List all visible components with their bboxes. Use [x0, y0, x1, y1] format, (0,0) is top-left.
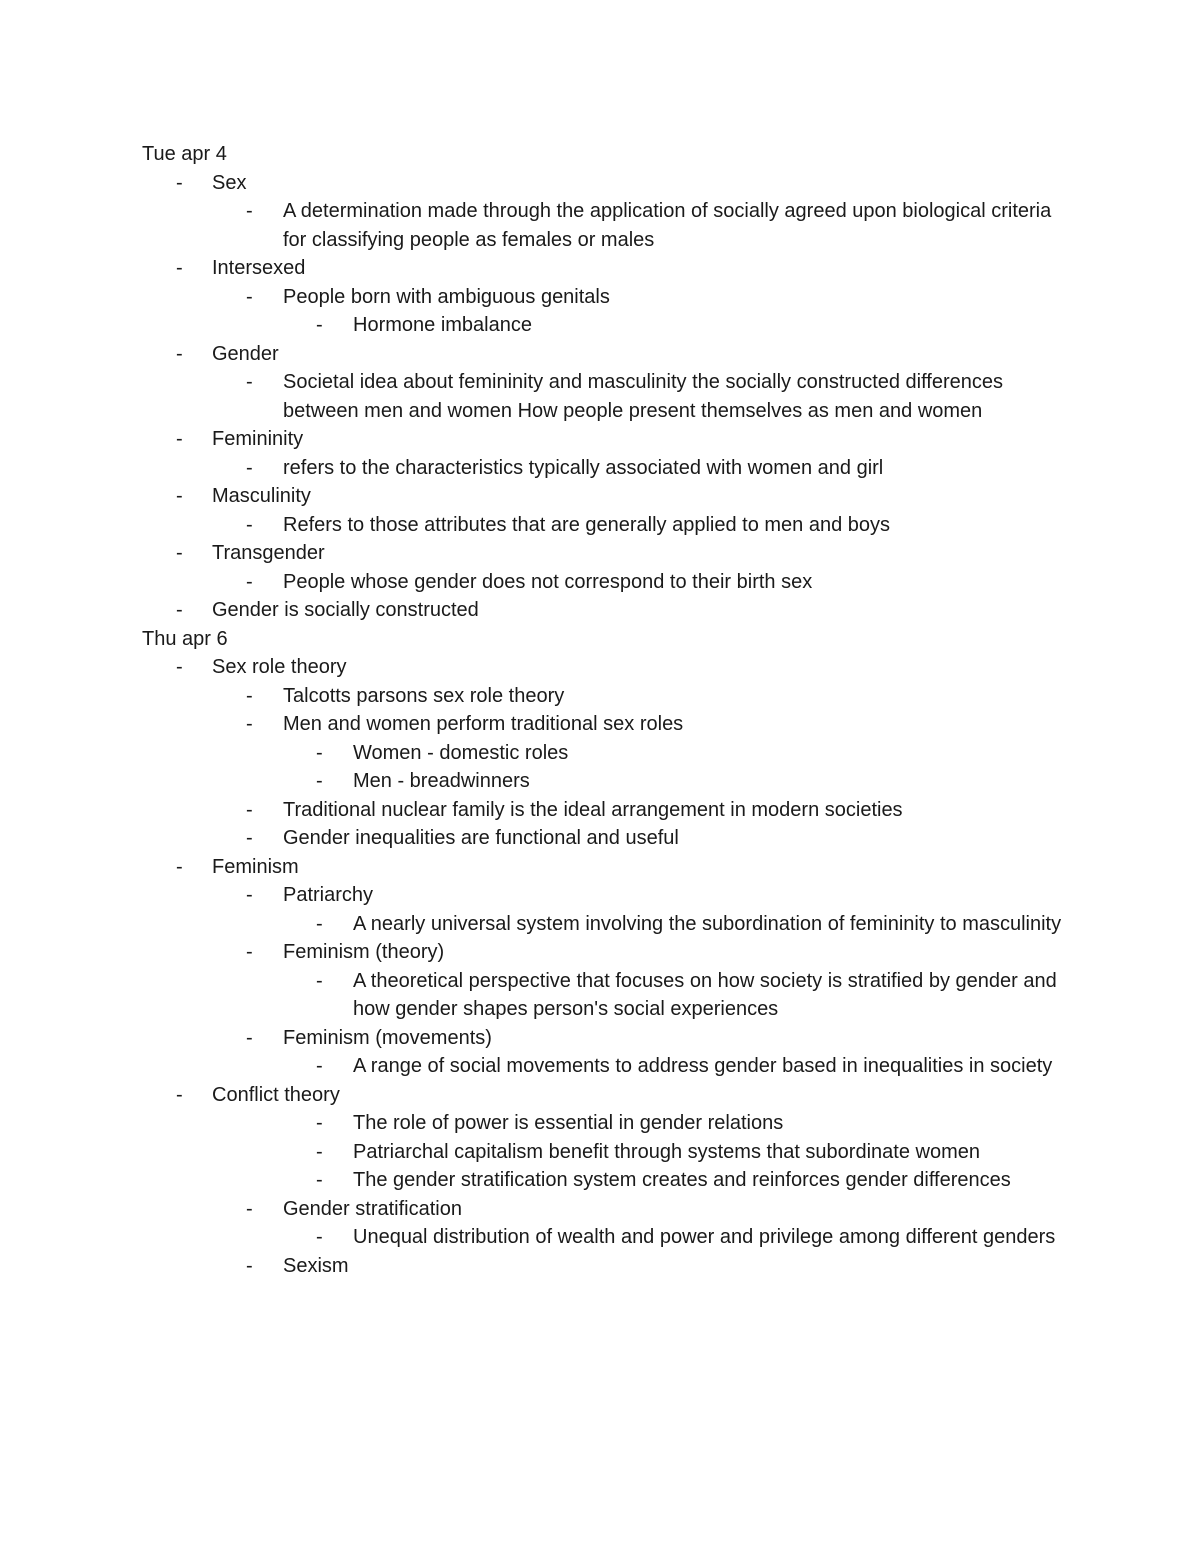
bullet-dash-icon: - [176, 342, 183, 365]
outline-item-level-3 [142, 1166, 1072, 1195]
bullet-dash-icon: - [246, 798, 253, 821]
outline-item-level-1 [142, 853, 1072, 882]
outline-item-text: Talcotts parsons sex role theory [283, 684, 565, 707]
outline-item-level-2 [142, 454, 1072, 483]
outline-item-text: refers to the characteristics typically associated with women and girl [283, 456, 884, 479]
bullet-dash-icon: - [246, 285, 253, 308]
outline-item-level-2 [142, 197, 1072, 254]
bullet-dash-icon: - [176, 542, 183, 564]
bullet-dash-icon: - [176, 257, 183, 279]
bullet-dash-icon: - [176, 855, 183, 878]
bullet-dash-icon: - [316, 1055, 323, 1077]
outline-item-text: Refers to those attributes that are generally applied to men and boys [283, 513, 891, 536]
outline-item-text: Sexism [283, 1254, 349, 1277]
outline-item-level-3 [142, 967, 1072, 1024]
outline-item-level-1 [142, 425, 1072, 454]
outline-item-text: Sex [212, 171, 247, 194]
bullet-dash-icon: - [246, 941, 253, 963]
bullet-dash-icon: - [316, 770, 323, 792]
bullet-dash-icon: - [316, 314, 323, 336]
outline-item-text: A range of social movements to address gender based in inequalities in society [353, 1055, 1053, 1077]
bullet-dash-icon: - [246, 884, 253, 906]
bullet-dash-icon: - [316, 1112, 323, 1134]
outline-item-text: Feminism (movements) [283, 1026, 492, 1049]
outline-item-text: Feminism (theory) [283, 941, 445, 963]
outline-item-level-1 [142, 653, 1072, 682]
outline-item-level-3 [142, 739, 1072, 768]
outline-item-level-1 [142, 169, 1072, 198]
outline-item-level-3 [142, 1138, 1072, 1167]
outline-item-text: Conflict theory [212, 1083, 340, 1106]
outline-item-level-3 [142, 311, 1072, 340]
outline-item-level-3 [142, 1052, 1072, 1081]
outline-item-level-2 [142, 1252, 1072, 1281]
outline-item-text: Femininity [212, 428, 304, 450]
outline-item-level-1 [142, 340, 1072, 369]
outline-item-text: Sex role theory [212, 656, 347, 678]
outline-item-text: A nearly universal system involving the subordination of femininity to masculinity [353, 912, 1062, 935]
outline-item-level-2 [142, 881, 1072, 910]
bullet-dash-icon: - [316, 1140, 323, 1163]
outline-item-level-1 [142, 482, 1072, 511]
outline-item-text: Unequal distribution of wealth and power and privilege among different genders [353, 1226, 1056, 1248]
outline-item-text: Traditional nuclear family is the ideal arrangement in modern societies [283, 798, 903, 821]
outline-item-level-2 [142, 568, 1072, 597]
outline-item-level-2 [142, 368, 1072, 425]
bullet-dash-icon: - [246, 513, 253, 536]
bullet-dash-icon: - [176, 485, 183, 507]
bullet-dash-icon: - [246, 1254, 253, 1277]
bullet-dash-icon: - [246, 684, 253, 707]
bullet-dash-icon: - [246, 1197, 253, 1220]
bullet-dash-icon: - [176, 1083, 183, 1106]
outline-item-level-2 [142, 710, 1072, 739]
outline-item-text: Societal idea about femininity and masculinity the socially constructed differences between men and women How people present themselves as men and women [283, 371, 1004, 422]
bullet-dash-icon: - [176, 599, 183, 621]
bullet-dash-icon: - [316, 969, 323, 992]
notes-body [142, 140, 1072, 1280]
outline-item-level-1 [142, 596, 1072, 625]
bullet-dash-icon: - [316, 1226, 323, 1248]
bullet-dash-icon: - [246, 200, 253, 222]
outline-item-text: People born with ambiguous genitals [283, 285, 610, 308]
outline-item-level-2 [142, 796, 1072, 825]
bullet-dash-icon: - [246, 456, 253, 479]
outline-item-text: Gender stratification [283, 1197, 462, 1220]
outline-item-level-1 [142, 254, 1072, 283]
outline-item-level-3 [142, 1223, 1072, 1252]
outline-item-level-2 [142, 511, 1072, 540]
bullet-dash-icon: - [176, 171, 183, 194]
date-heading: Thu apr 6 [142, 627, 228, 650]
outline-item-level-1 [142, 539, 1072, 568]
outline-item-text: A determination made through the application of socially agreed upon biological criteria for classifying people as females or males [283, 200, 1052, 251]
outline-item-text: Transgender [212, 542, 325, 564]
outline-item-level-2 [142, 824, 1072, 853]
bullet-dash-icon: - [316, 741, 323, 764]
outline-item-text: Men and women perform traditional sex roles [283, 713, 684, 735]
bullet-dash-icon: - [176, 656, 183, 678]
bullet-dash-icon: - [246, 371, 253, 393]
outline-item-text: Intersexed [212, 257, 306, 279]
outline-item-level-2 [142, 1195, 1072, 1224]
bullet-dash-icon: - [246, 713, 253, 735]
outline-item-level-3 [142, 767, 1072, 796]
outline-item-text: Patriarchal capitalism benefit through systems that subordinate women [353, 1140, 980, 1163]
outline-item-text: Patriarchy [283, 884, 374, 906]
outline-item-level-2 [142, 938, 1072, 967]
bullet-dash-icon: - [176, 428, 183, 450]
outline-item-level-3 [142, 910, 1072, 939]
outline-item-level-2 [142, 1024, 1072, 1053]
outline-item-text: Hormone imbalance [353, 314, 532, 336]
bullet-dash-icon: - [246, 570, 253, 593]
outline-item-text: Men - breadwinners [353, 770, 530, 792]
outline-item-text: Gender [212, 342, 279, 365]
outline-item-level-2 [142, 682, 1072, 711]
outline-item-text: Gender is socially constructed [212, 599, 479, 621]
outline-item-text: Gender inequalities are functional and useful [283, 827, 679, 849]
outline-item-text: The role of power is essential in gender relations [353, 1112, 784, 1134]
outline-item-text: People whose gender does not correspond to their birth sex [283, 570, 813, 593]
bullet-dash-icon: - [316, 1169, 323, 1191]
outline-item-text: A theoretical perspective that focuses on how society is stratified by gender and how gender shapes person's social experiences [353, 969, 1057, 1020]
outline-item-level-3 [142, 1109, 1072, 1138]
outline-item-text: The gender stratification system creates and reinforces gender differences [353, 1169, 1011, 1191]
outline-item-text: Feminism [212, 855, 299, 878]
date-heading: Tue apr 4 [142, 143, 227, 165]
bullet-dash-icon: - [246, 827, 253, 849]
outline-item-level-1 [142, 1081, 1072, 1110]
bullet-dash-icon: - [316, 912, 323, 935]
bullet-dash-icon: - [246, 1026, 253, 1049]
outline-item-text: Women - domestic roles [353, 741, 569, 764]
outline-item-text: Masculinity [212, 485, 311, 507]
outline-item-level-2 [142, 283, 1072, 312]
